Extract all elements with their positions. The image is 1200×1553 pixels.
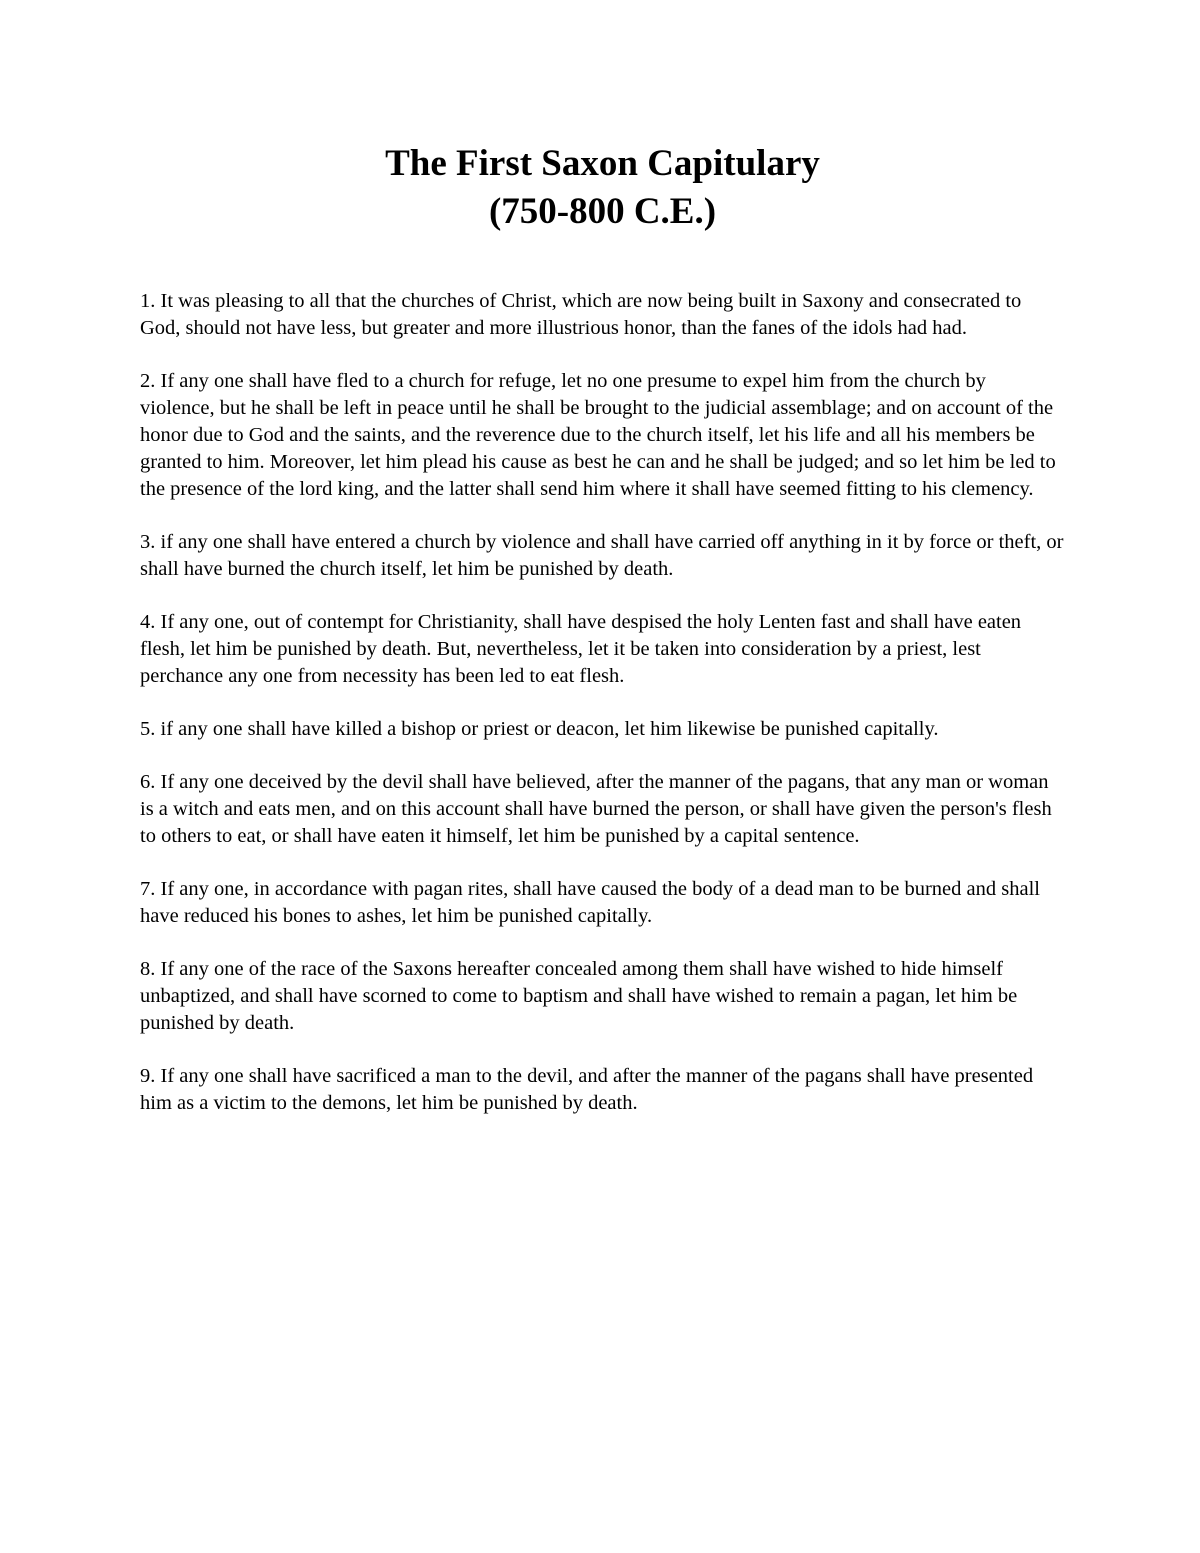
article-9: 9. If any one shall have sacrificed a man to the devil, and after the manner of the pagans shall have presented him as a victim to the demons, let him be punished by death. [140, 1065, 1034, 1114]
article-6: 6. If any one deceived by the devil shall have believed, after the manner of the pagans, that any man or woman is a witch and eats men, and on this account shall have burned the person, or shall have given the person's flesh to others to eat, or shall have eaten it himself, let him be punished by a capital sentence. [140, 771, 1052, 847]
title-line-date: (750-800 C.E.) [488, 191, 717, 232]
document-page [140, 140, 1065, 1143]
article-4: 4. If any one, out of contempt for Christianity, shall have despised the holy Lenten fast and shall have eaten flesh, let him be punished by death. But, nevertheless, let it be taken into consideration by a priest, lest perchance any one from necessity has been led to eat flesh. [140, 611, 1022, 687]
article-8: 8. If any one of the race of the Saxons hereafter concealed among them shall have wished to hide himself unbaptized, and shall have scorned to come to baptism and shall have wished to remain a pagan, let him be punished by death. [140, 958, 1018, 1034]
title-line-name: The First Saxon Capitulary [385, 143, 820, 184]
article-2: 2. If any one shall have fled to a church for refuge, let no one presume to expel him from the church by violence, but he shall be left in peace until he shall be brought to the judicial assemblage; and on account of the honor due to God and the saints, and the reverence due to the church itself, let his life and all his members be granted to him. Moreover, let him plead his cause as best he can and he shall be judged; and so let him be led to the presence of the lord king, and the latter shall send him where it shall have seemed fitting to his clemency. [140, 370, 1056, 500]
article-list [140, 288, 1065, 1117]
article-5: 5. if any one shall have killed a bishop or priest or deacon, let him likewise be punished capitally. [140, 718, 939, 740]
article-1: 1. It was pleasing to all that the churches of Christ, which are now being built in Saxony and consecrated to God, should not have less, but greater and more illustrious honor, than the fanes of the idols had had. [140, 290, 1022, 339]
article-3: 3. if any one shall have entered a church by violence and shall have carried off anything in it by force or theft, or shall have burned the church itself, let him be punished by death. [140, 531, 1064, 580]
article-7: 7. If any one, in accordance with pagan rites, shall have caused the body of a dead man to be burned and shall have reduced his bones to ashes, let him be punished capitally. [140, 878, 1040, 927]
document-title [140, 140, 1065, 236]
